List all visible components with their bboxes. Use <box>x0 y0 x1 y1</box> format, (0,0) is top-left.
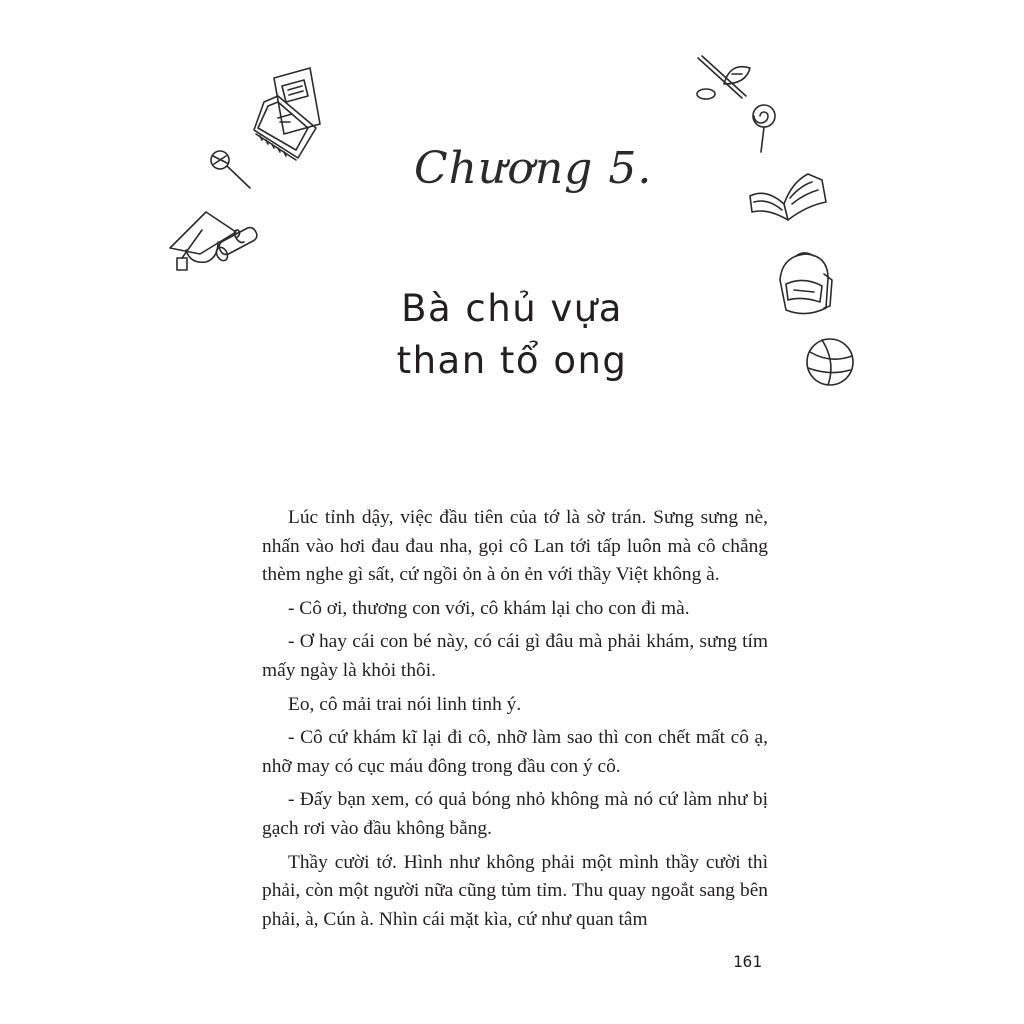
paragraph: Lúc tỉnh dậy, việc đầu tiên của tớ là sờ trán. Sưng sưng nè, nhấn vào hơi đau đau nha, gọi cô Lan tới tấp luôn mà cô chẳng thèm nghe gì sất, cứ ngồi ỏn à ỏn ẻn với thầy Việt không à. <box>262 507 768 586</box>
basketball-icon <box>804 336 856 388</box>
paragraph: - Cô ơi, thương con với, cô khám lại cho con đi mà. <box>288 597 690 619</box>
chapter-label: Chương 5. <box>414 143 653 194</box>
diploma-icon <box>210 220 264 270</box>
paragraph: - Ơ hay cái con bé này, có cái gì đâu mà phải khám, sưng tím mấy ngày là khỏi thôi. <box>262 631 768 681</box>
open-book-icon <box>746 168 828 224</box>
paragraph: Eo, cô mải trai nói linh tinh ý. <box>288 693 522 715</box>
page-number: 161 <box>733 952 762 971</box>
notebooks-icon <box>248 66 323 162</box>
lollipop-icon <box>208 148 254 192</box>
paragraph: - Đấy bạn xem, có quả bóng nhỏ không mà nó cứ làm như bị gạch rơi vào đầu không bằng. <box>262 789 768 839</box>
body-text <box>262 504 768 939</box>
pencil-ruler-icon <box>694 54 756 104</box>
chapter-title-line: Bà chủ vựa <box>401 287 623 330</box>
backpack-icon <box>772 250 836 320</box>
paragraph: - Cô cứ khám kĩ lại đi cô, nhỡ làm sao thì con chết mất cô ạ, nhỡ may có cục máu đông trong đầu con ý cô. <box>262 727 768 777</box>
chapter-title <box>312 283 712 387</box>
paragraph: Thầy cười tớ. Hình như không phải một mình thầy cười thì phải, còn một người nữa cũng tủm tỉm. Thu quay ngoắt sang bên phải, à, Cún à. Nhìn cái mặt kìa, cứ như quan tâm <box>262 851 768 930</box>
chapter-title-line: than tổ ong <box>396 339 628 382</box>
lollipop-icon <box>748 102 782 154</box>
